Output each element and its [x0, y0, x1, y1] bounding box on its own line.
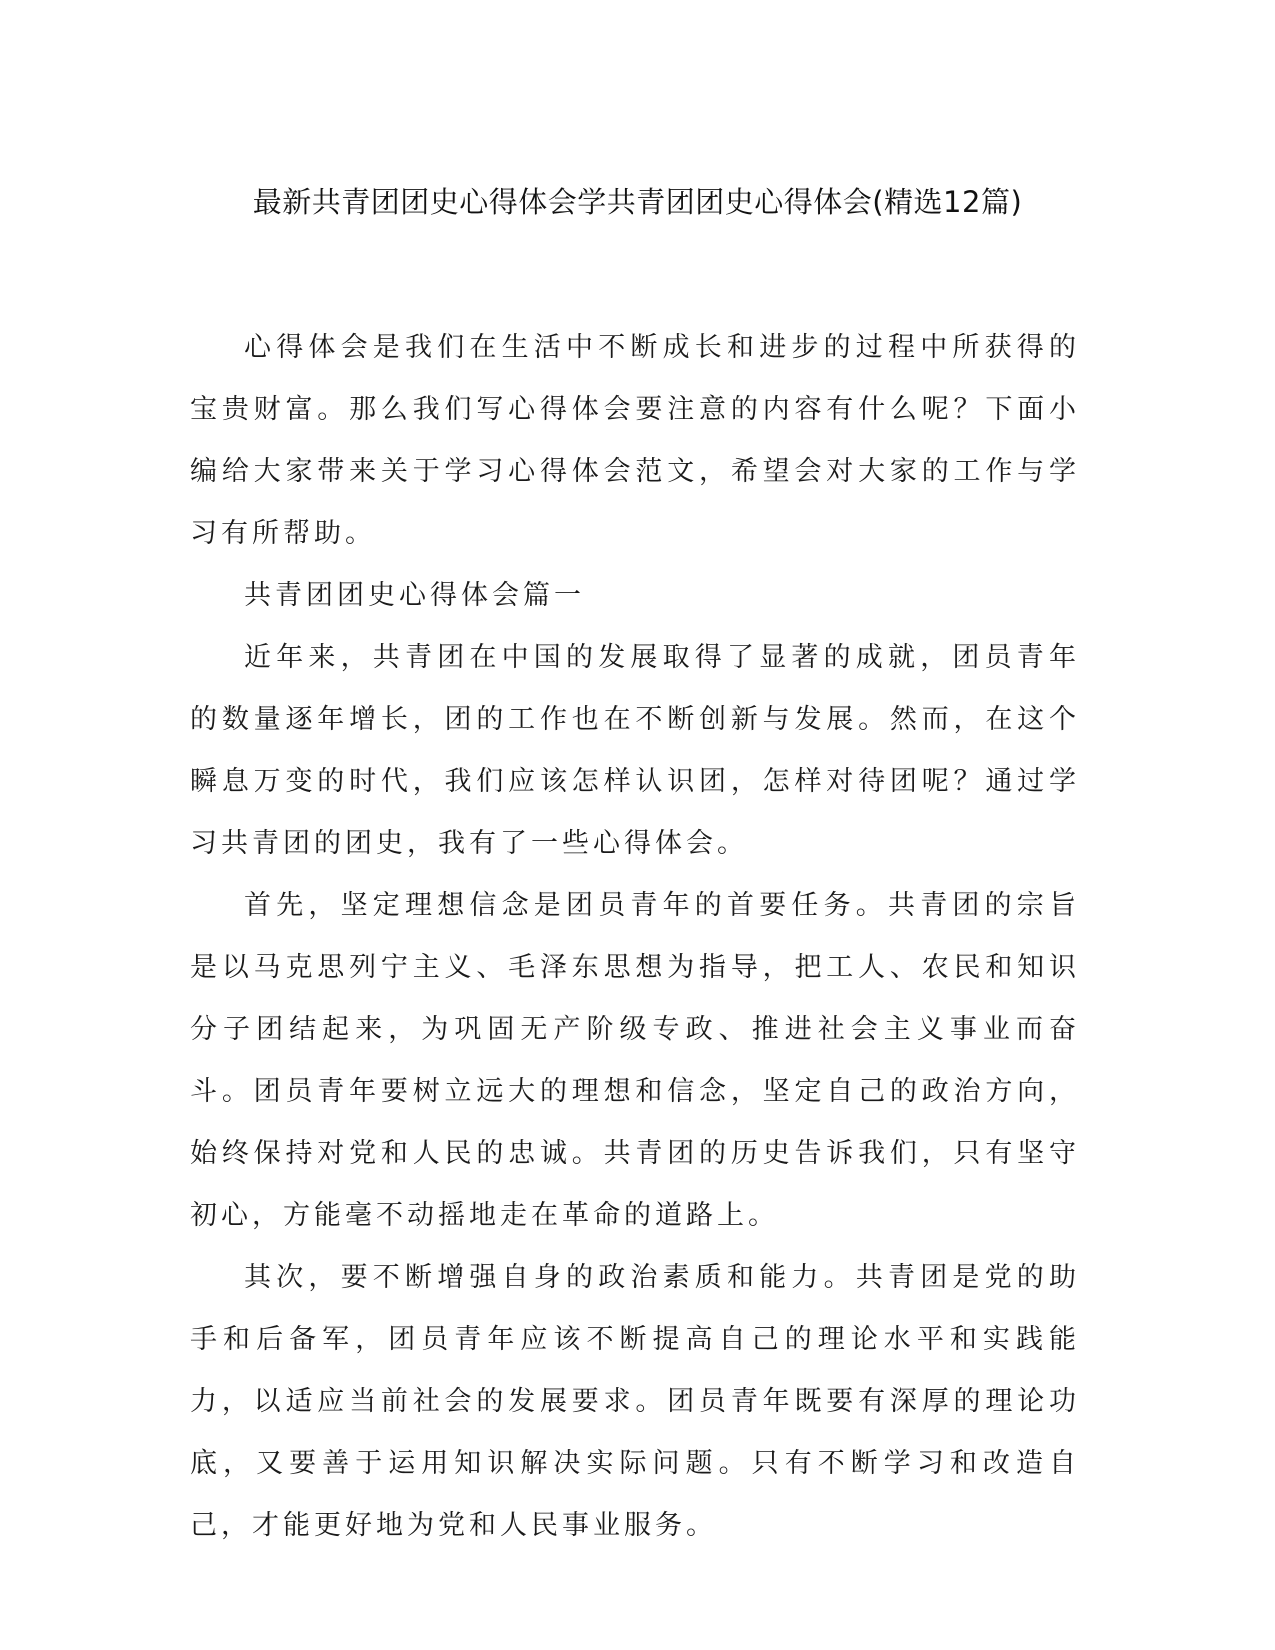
document-body	[190, 317, 1080, 1557]
body-paragraph: 首先，坚定理想信念是团员青年的首要任务。共青团的宗旨是以马克思列宁主义、毛泽东思想为指导，把工人、农民和知识分子团结起来，为巩固无产阶级专政、推进社会主义事业而奋斗。团员青年要树立远大的理想和信念，坚定自己的政治方向，始终保持对党和人民的忠诚。共青团的历史告诉我们，只有坚守初心，方能毫不动摇地走在革命的道路上。	[190, 890, 1080, 1231]
section-heading: 共青团团史心得体会篇一	[244, 580, 585, 611]
body-paragraph: 近年来，共青团在中国的发展取得了显著的成就，团员青年的数量逐年增长，团的工作也在不断创新与发展。然而，在这个瞬息万变的时代，我们应该怎样认识团，怎样对待团呢？通过学习共青团的团史，我有了一些心得体会。	[190, 642, 1080, 859]
intro-paragraph: 心得体会是我们在生活中不断成长和进步的过程中所获得的宝贵财富。那么我们写心得体会要注意的内容有什么呢？下面小编给大家带来关于学习心得体会范文，希望会对大家的工作与学习有所帮助。	[190, 332, 1080, 549]
body-paragraph: 其次，要不断增强自身的政治素质和能力。共青团是党的助手和后备军，团员青年应该不断提高自己的理论水平和实践能力，以适应当前社会的发展要求。团员青年既要有深厚的理论功底，又要善于运用知识解决实际问题。只有不断学习和改造自己，才能更好地为党和人民事业服务。	[190, 1262, 1080, 1541]
document-title: 最新共青团团史心得体会学共青团团史心得体会(精选12篇)	[252, 185, 1023, 219]
